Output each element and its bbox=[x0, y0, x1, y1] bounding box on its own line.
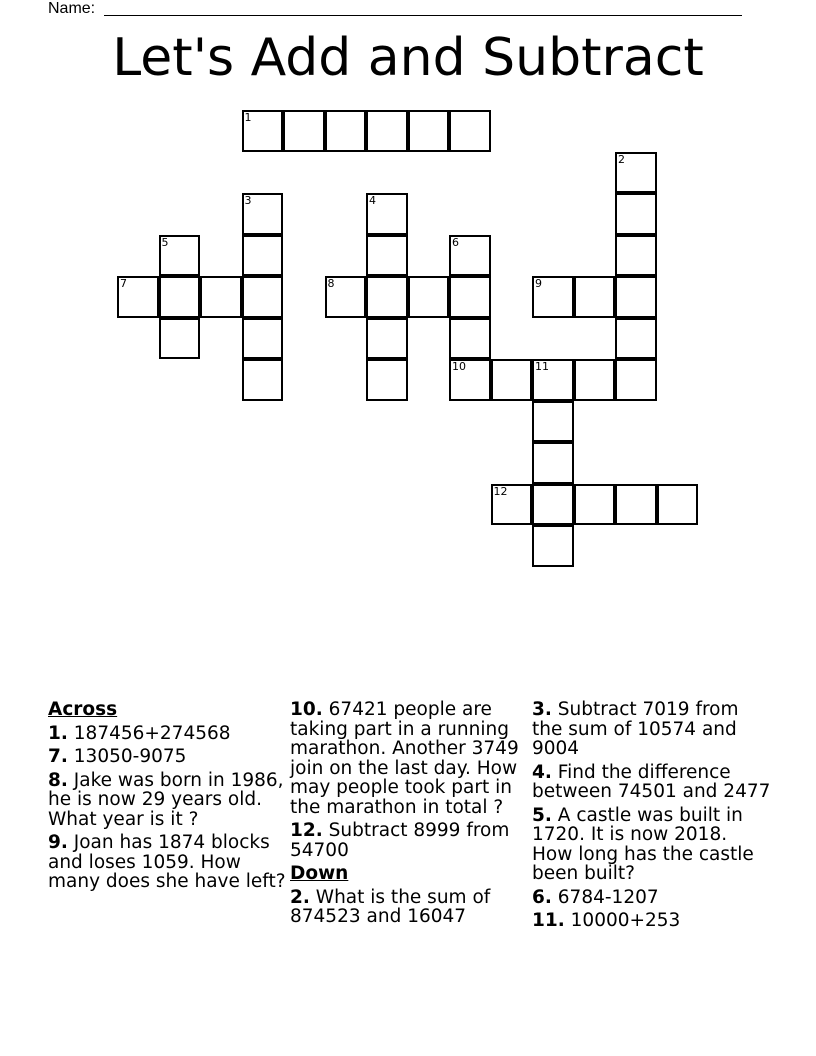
cell-number: 1 bbox=[244, 111, 252, 124]
grid-cell[interactable] bbox=[408, 276, 450, 318]
grid-cell[interactable] bbox=[449, 359, 491, 401]
clue-item bbox=[532, 763, 772, 802]
grid-cell[interactable] bbox=[532, 359, 574, 401]
clue-text: Find the difference between 74501 and 2477 bbox=[532, 761, 771, 802]
grid-cell[interactable] bbox=[366, 235, 408, 277]
grid-cell[interactable] bbox=[615, 276, 657, 318]
grid-cell[interactable] bbox=[657, 484, 699, 526]
grid-cell[interactable] bbox=[615, 318, 657, 360]
grid-cell[interactable] bbox=[242, 193, 284, 235]
clue-item bbox=[532, 806, 772, 884]
clue-number: 2. bbox=[290, 886, 310, 908]
grid-cell[interactable] bbox=[532, 401, 574, 443]
clue-number: 9. bbox=[48, 832, 68, 853]
grid-cell[interactable] bbox=[449, 110, 491, 152]
grid-cell[interactable] bbox=[366, 193, 408, 235]
grid-cell[interactable] bbox=[366, 276, 408, 318]
grid-cell[interactable] bbox=[242, 276, 284, 318]
clue-column-1 bbox=[48, 700, 288, 896]
clue-item bbox=[290, 821, 530, 860]
grid-cell[interactable] bbox=[242, 318, 284, 360]
clue-heading: Down bbox=[290, 863, 349, 884]
clue-item bbox=[48, 747, 288, 767]
cell-number: 10 bbox=[452, 360, 466, 373]
clue-number: 11. bbox=[532, 910, 565, 931]
page-title: Let's Add and Subtract bbox=[112, 28, 704, 88]
clue-text: 10000+253 bbox=[564, 910, 681, 931]
clue-item bbox=[532, 888, 772, 908]
grid-cell[interactable] bbox=[615, 152, 657, 194]
clue-text: 187456+274568 bbox=[67, 722, 231, 744]
clue-text: What is the sum of 874523 and 16047 bbox=[290, 886, 491, 927]
cell-number: 9 bbox=[535, 277, 542, 290]
grid-cell[interactable] bbox=[159, 318, 201, 360]
grid-cell[interactable] bbox=[574, 359, 616, 401]
grid-cell[interactable] bbox=[242, 110, 284, 152]
clue-item bbox=[290, 888, 530, 927]
cell-number: 8 bbox=[327, 277, 335, 290]
grid-cell[interactable] bbox=[325, 110, 367, 152]
grid-cell[interactable] bbox=[615, 235, 657, 277]
cell-number: 4 bbox=[369, 194, 376, 207]
name-label: Name: bbox=[48, 0, 96, 17]
clue-number: 6. bbox=[532, 886, 552, 908]
clue-number: 4. bbox=[532, 761, 552, 783]
clue-number: 5. bbox=[532, 804, 552, 826]
clue-number: 1. bbox=[48, 722, 68, 744]
clue-number: 10. bbox=[290, 699, 323, 720]
clue-text: Subtract 7019 from the sum of 10574 and 9004 bbox=[532, 699, 739, 759]
clue-text: Jake was born in 1986, he is now 29 years old. What year is it ? bbox=[48, 769, 284, 830]
grid-cell[interactable] bbox=[325, 276, 367, 318]
cell-number: 5 bbox=[161, 235, 169, 249]
cell-number: 3 bbox=[244, 194, 252, 207]
clue-text: 67421 people are taking part in a running marathon. Another 3749 join on the last day. How may people took part in the marathon in total ? bbox=[290, 699, 519, 818]
grid-cell[interactable] bbox=[200, 276, 242, 318]
grid-cell[interactable] bbox=[532, 442, 574, 484]
clue-item bbox=[48, 771, 288, 830]
cell-number: 6 bbox=[452, 235, 459, 249]
grid-cell[interactable] bbox=[366, 110, 408, 152]
grid-cell[interactable] bbox=[283, 110, 325, 152]
grid-cell[interactable] bbox=[615, 359, 657, 401]
grid-cell[interactable] bbox=[117, 276, 159, 318]
cell-number: 12 bbox=[493, 484, 508, 498]
clue-text: 6784-1207 bbox=[551, 886, 659, 908]
grid-cell[interactable] bbox=[366, 318, 408, 360]
cell-number: 7 bbox=[120, 277, 127, 290]
clue-column-3 bbox=[532, 700, 772, 935]
clue-text: Joan has 1874 blocks and loses 1059. How many does she have left? bbox=[48, 832, 286, 892]
grid-cell[interactable] bbox=[615, 484, 657, 526]
grid-cell[interactable] bbox=[449, 318, 491, 360]
clue-item bbox=[532, 700, 772, 759]
grid-cell[interactable] bbox=[574, 276, 616, 318]
cell-number: 2 bbox=[618, 152, 625, 166]
grid-cell[interactable] bbox=[532, 484, 574, 526]
grid-cell[interactable] bbox=[491, 359, 533, 401]
grid-cell[interactable] bbox=[159, 235, 201, 277]
clue-number: 3. bbox=[532, 699, 552, 720]
grid-cell[interactable] bbox=[408, 110, 450, 152]
grid-cell[interactable] bbox=[366, 359, 408, 401]
grid-cell[interactable] bbox=[491, 484, 533, 526]
clue-text: Subtract 8999 from 54700 bbox=[290, 820, 510, 861]
clue-item bbox=[48, 724, 288, 744]
clue-number: 8. bbox=[48, 769, 68, 791]
clue-heading: Across bbox=[48, 699, 118, 720]
clue-item bbox=[48, 833, 288, 892]
clue-text: A castle was built in 1720. It is now 2018. How long has the castle been built? bbox=[532, 804, 754, 884]
clue-number: 12. bbox=[290, 820, 323, 841]
grid-cell[interactable] bbox=[449, 276, 491, 318]
grid-cell[interactable] bbox=[532, 525, 574, 567]
grid-cell[interactable] bbox=[242, 235, 284, 277]
grid-cell[interactable] bbox=[615, 193, 657, 235]
clue-text: 13050-9075 bbox=[67, 746, 187, 767]
grid-cell[interactable] bbox=[532, 276, 574, 318]
grid-cell[interactable] bbox=[449, 235, 491, 277]
clue-item bbox=[290, 700, 530, 817]
grid-cell[interactable] bbox=[242, 359, 284, 401]
clue-item bbox=[532, 911, 772, 931]
clue-column-2 bbox=[290, 700, 530, 931]
cell-number: 11 bbox=[535, 360, 549, 373]
clue-number: 7. bbox=[48, 746, 68, 767]
grid-cell[interactable] bbox=[159, 276, 201, 318]
grid-cell[interactable] bbox=[574, 484, 616, 526]
